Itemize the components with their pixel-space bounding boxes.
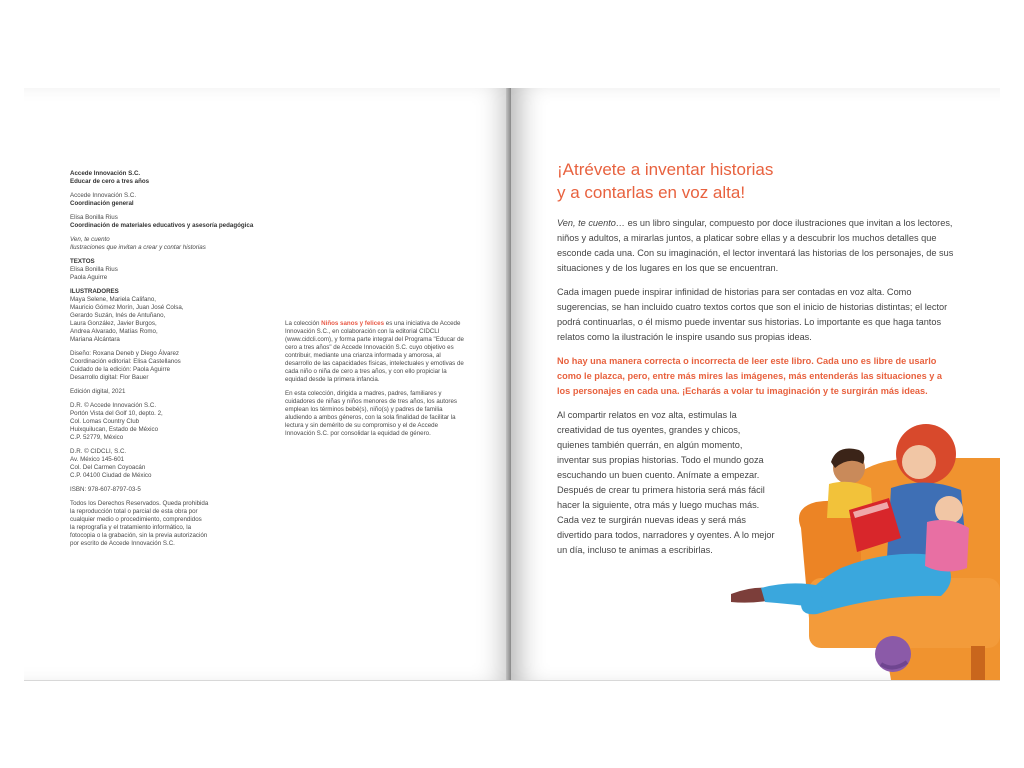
credit-role: Coordinación general xyxy=(70,200,134,207)
credit-line: Elisa Bonilla Rius xyxy=(70,214,118,221)
title-line: y a contarlas en voz alta! xyxy=(557,183,746,202)
credit-materials xyxy=(70,214,270,230)
collection-note xyxy=(285,320,465,444)
credit-line: Accede Innovación S.C. xyxy=(70,192,137,199)
rights-line: Todos los Derechos Reservados. Queda prohibida xyxy=(70,500,209,507)
rights-line: fotocopia o la grabación, sin la previa autorización xyxy=(70,532,208,539)
address-line: D.R. © Accede Innovación S.C. xyxy=(70,402,157,409)
mother-face xyxy=(902,445,936,479)
collection-paragraph: En esta colección, dirigida a madres, padres, familiares y cuidadores de niñas y niños menores de tres años, los autores emplean los términos bebé(s), niño(s) y padres de familia aludiendo a ambos géneros, con la sola finalidad de facilitar la lectura y sin demérito de su compromiso y el de Accede Innovación S.C. por consolidar la equidad de género. xyxy=(285,390,457,437)
credit-line: Accede Innovación S.C. xyxy=(70,170,141,177)
collection-name: Niños sanos y felices xyxy=(321,320,385,327)
dr-accede xyxy=(70,402,270,442)
credit-line: Educar de cero a tres años xyxy=(70,178,150,185)
dr-cidcli xyxy=(70,448,270,480)
paragraph: Al compartir relatos en voz alta, estimulas la creatividad de tus oyentes, grandes y chicos, quienes también querrán, en algún momento, inventar sus propias historias. Todo el mundo goza escuchando un buen cuento. Anímate a empezar. Después de crear tu primera historia será más fácil hacer la siguiente, otra más y luego muchas más. Cada vez te surgirán nuevas ideas y será más divertido para todos, narradores y oyentes. A lo mejor un día, incluso te animas a escribirlas. xyxy=(557,410,775,555)
book-spread xyxy=(24,88,1000,680)
baby-head xyxy=(935,496,963,524)
credit-texts xyxy=(70,258,270,282)
credit-coordination xyxy=(70,192,270,208)
author-name: Elisa Bonilla Rius xyxy=(70,266,118,273)
author-name: Paola Aguirre xyxy=(70,274,108,281)
address-line: Portón Vista del Golf 10, depto. 2, xyxy=(70,410,163,417)
right-page xyxy=(511,88,1000,681)
highlight-paragraph: No hay una manera correcta o incorrecta de leer este libro. Cada uno es libre de usarlo como le plazca, pero, entre más mires las imágenes, más entenderás las situaciones y a los personajes en cada una. ¡Echarás a volar tu imaginación y te surgirán más ideas. xyxy=(557,356,943,396)
mother-lower-leg xyxy=(761,583,823,608)
address-line: Av. México 145-601 xyxy=(70,456,125,463)
credit-book-title xyxy=(70,236,270,252)
rights-line: la reprografía y el tratamiento informático, la xyxy=(70,524,192,531)
address-line: C.P. 52779, México xyxy=(70,434,124,441)
design-credit: Coordinación editorial: Elisa Castellanos xyxy=(70,358,181,365)
address-line: Col. Lomas Country Club xyxy=(70,418,140,425)
rights-notice xyxy=(70,500,270,548)
baby-dress xyxy=(925,520,969,572)
address-line: Huixquilucan, Estado de México xyxy=(70,426,159,433)
paragraph-text: es un libro singular, compuesto por doce ilustraciones que invitan a los lectores, niños y adultos, a mirarlas juntos, a platicar sobre ellas y a descubrir los muchos detalles que esconde cada una. Con su imaginación, el lector inventará las historias de los personajes, de sus situaciones y de los lugares en los que se encuentran. xyxy=(557,218,954,273)
address-line: D.R. © CIDCLI, S.C. xyxy=(70,448,127,455)
isbn xyxy=(70,486,270,494)
edition-note xyxy=(70,388,270,396)
rights-line: por escrito de Accede Innovación S.C. xyxy=(70,540,175,547)
title-line: ¡Atrévete a inventar historias xyxy=(557,160,774,179)
design-credit: Cuidado de la edición: Paola Aguirre xyxy=(70,366,171,373)
book-title: Ven, te cuento xyxy=(70,236,110,243)
texts-label: TEXTOS xyxy=(70,258,95,265)
collection-paragraph xyxy=(285,320,465,384)
isbn-text: ISBN: 978-607-8797-03-5 xyxy=(70,486,141,493)
credit-role: Coordinación de materiales educativos y asesoría pedagógica xyxy=(70,222,254,229)
address-line: Col. Del Carmen Coyoacán xyxy=(70,464,146,471)
sofa-leg xyxy=(971,646,985,680)
paragraph xyxy=(557,216,957,276)
illustrator-names: Gerardo Suzán, Inés de Antuñano, xyxy=(70,312,166,319)
address-line: C.P. 04100 Ciudad de México xyxy=(70,472,152,479)
reading-family-illustration xyxy=(731,418,1000,680)
credits-block xyxy=(70,170,270,554)
illustrator-names: Maya Selene, Mariela Califano, xyxy=(70,296,156,303)
credit-design xyxy=(70,350,270,382)
credit-publisher xyxy=(70,170,270,186)
paragraph: Cada imagen puede inspirar infinidad de historias para ser contadas en voz alta. Como sugerencias, se han incluido cuatro textos cortos que son el inicio de historias distintas; el lector podrá continuarlas, o él mismo puede inventar sus historias. Lo importante es que haga tantos relatos como la ilustración le inspire usando sus propias ideas. xyxy=(557,287,948,342)
left-page xyxy=(24,88,511,681)
credit-illustrators xyxy=(70,288,270,344)
rights-line: la reproducción total o parcial de esta obra por xyxy=(70,508,198,515)
illustrator-names: Mariana Alcántara xyxy=(70,336,120,343)
book-subtitle: Ilustraciones que invitan a crear y contar historias xyxy=(70,244,206,251)
illustrator-names: Mauricio Gómez Morín, Juan José Colsa, xyxy=(70,304,184,311)
illustrators-label: ILUSTRADORES xyxy=(70,288,119,295)
design-credit: Desarrollo digital: Flor Bauer xyxy=(70,374,149,381)
collection-text: es una iniciativa de Accede Innovación S.C., en colaboración con la editorial CIDCLI (www.cidcli.com), y forma parte integral del Programa "Educar de cero a tres años" de Accede Innovación S.C. cuyo objetivo es contribuir, mediante una crianza informada y amorosa, al desarrollo de las capacidades físicas, intelectuales y emotivas de cada niño o niña de cero a tres años, y con ello propiciar la equidad desde la primera infancia. xyxy=(285,320,464,383)
design-credit: Diseño: Roxana Deneb y Diego Álvarez xyxy=(70,350,180,357)
rights-line: cualquier medio o procedimiento, comprendidos xyxy=(70,516,202,523)
edition-text: Edición digital, 2021 xyxy=(70,388,126,395)
collection-text: La colección xyxy=(285,320,322,327)
illustrator-names: Laura González, Javier Burgos, xyxy=(70,320,157,327)
illustrator-names: Andrea Alvarado, Matías Romo, xyxy=(70,328,158,335)
page-title xyxy=(557,158,977,204)
book-title-inline: Ven, te cuento… xyxy=(557,218,626,228)
